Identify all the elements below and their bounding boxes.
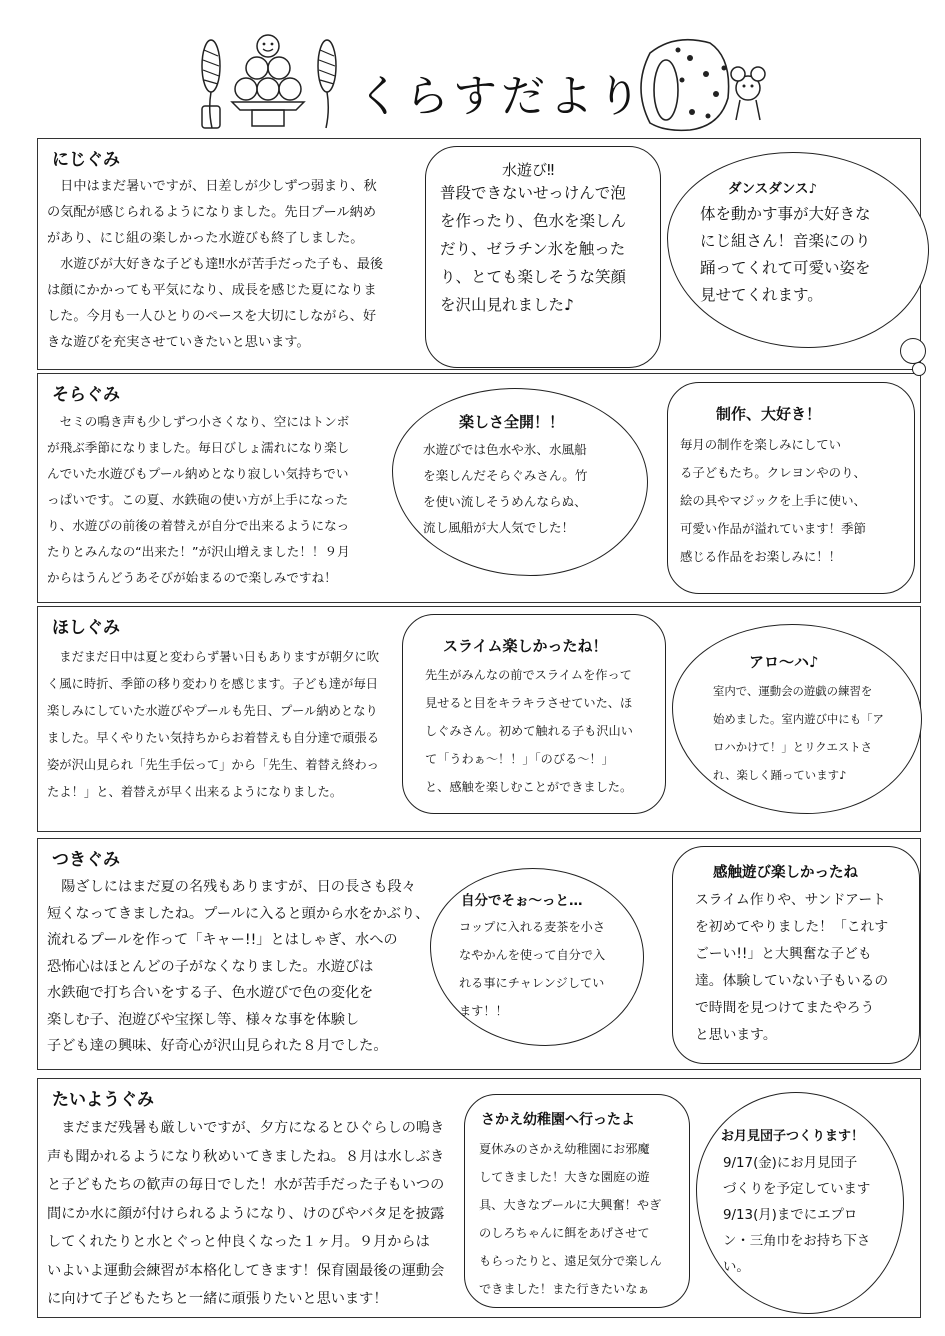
bubble-text: 毎月の制作を楽しみにしてい る子どもたち。クレヨンやのり、 絵の具やマジックを上手に使い、 可愛い作品が溢れています！季節 感じる作品をお楽しみに！！ [680,437,866,564]
bubble-title: 制作、大好き！ [716,405,822,423]
bubble-title: 楽しさ全開！！ [459,413,565,431]
header [0,0,945,135]
section-paragraph: まだまだ残暑も厳しいですが、夕方になるとひぐらしの鳴き 声も聞かれるようになり秋めいてきましたね。８月は水しぶき と子どもたちの歓声の毎日でした！水が苦手だった子もいつの 間にか水に顔が付けられるようになり、けのびやバタ足を披露 してくれたりと水とぐっと仲良くなった１ヶ月。９月からは いよいよ運動会練習が本格化してきます！保育園最後の運動会 に向けて子どもたちと一緒に頑張りたいと思います！ [47,1120,445,1307]
section-paragraph: 陽ざしにはまだ夏の名残もありますが、日の長さも段々 短くなってきましたね。プールに入ると頭から水をかぶり、 流れるプールを作って「キャー!!」とはしゃぎ、水への 恐怖心はほとんどの子がなくなりました。水遊びは 水鉄砲で打ち合いをする子、色水遊びで色の変化を 楽しむ子、泡遊びや宝探し等、様々な事を体験し 子ども達の興味、好奇心が沢山見られた８月でした。 [47,879,430,1054]
section-paragraph: セミの鳴き声も少しずつ小さくなり、空にはトンボ が飛ぶ季節になりました。毎日びしょ濡れになり楽し んでいた水遊びもプール納めとなり寂しい気持ちでい っぱいです。この夏、水鉄砲の使い方が上手になった り、水遊びの前後の着替えが自分で出来るようになっ たりとみんなの“出来た！”が沢山増えました！！９月 からはうんどうあそびが始まるので楽しみですね！ [47,414,350,585]
bubble-text: 室内で、運動会の遊戯の練習を 始めました。室内遊び中にも「ア ロハかけて！」とリクエストさ れ、楽しく踊っています♪ [713,684,884,782]
bubble-title: アロ～ハ♪ [749,653,819,671]
bubble-text: 先生がみんなの前でスライムを作って 見せると目をキラキラさせていた、ほ しぐみさん。初めて触れる子も沢山い て「うわぁ～！！」「のびる～！」 と、感触を楽しむことができました。 [425,668,633,794]
section-title: たいようぐみ [52,1090,154,1110]
bubble-dot [900,338,926,364]
bubble-text: スライム作りや、サンドアート を初めてやりました！「これす ごーい!!」と大興奮な子ども 達。体験していない子もいるの で時間を見つけてまたやろう と思います。 [695,892,889,1043]
bubble-title: 感触遊び楽しかったね [713,865,858,881]
bubble-text: 9/17(金)にお月見団子 づくりを予定しています 9/13(月)までにエプロ ン・三角巾をお持ち下さ い。 [723,1156,871,1275]
page-title: くらすだより [357,71,645,122]
speech-bubble [464,1094,690,1308]
bubble-title: 水遊び‼ [502,161,555,179]
bubble-text: 水遊びでは色水や氷、水風船 を楽しんだそらぐみさん。竹 を使い流しそうめんならぬ、 流し風船が大人気でした！ [423,442,588,535]
bubble-text: 夏休みのさかえ幼稚園にお邪魔 してきました！大きな園庭の遊 具、大きなプールに大興奮！やぎ のしろちゃんに餌をあげさせて もらったりと、遠足気分で楽しん できました！また行きたいなぁ [479,1142,662,1296]
bubble-title: お月見団子つくります！ [721,1129,865,1144]
bubble-text: 体を動かす事が大好きな にじ組さん！音楽にのり 踊ってくれて可愛い姿を 見せてくれます。 [700,205,871,304]
speech-bubble [672,846,920,1064]
cheese-mouse-icon [620,28,770,136]
thought-bubble [696,1092,904,1314]
speech-bubble [402,614,666,814]
bubble-text: 普段できないせっけんで泡 を作ったり、色水を楽しん だり、ゼラチン氷を触った り、とても楽しそうな笑顔 を沢山見れました♪ [440,184,627,314]
speech-bubble [425,146,661,368]
wheat-icon [196,38,226,130]
section-paragraph: 日中はまだ暑いですが、日差しが少しずつ弱まり、秋 の気配が感じられるようになりました。先日プール納め があり、にじ組の楽しかった水遊びも終了しました。 水遊びが大好きな子ども達‼水が苦手だった子も、最後 は顔にかかっても平気になり、成長を感じた夏になりま した。今月も一人ひとりのペースを大切にしながら、好 きな遊びを充実させていきたいと思います。 [47,179,384,350]
speech-bubble [667,382,915,594]
section-title: ほしぐみ [52,618,120,638]
bubble-title: さかえ幼稚園へ行ったよ [481,1112,635,1128]
bubble-title: スライム楽しかったね！ [443,637,608,655]
bubble-title: 自分でそぉ～っと… [461,893,583,909]
bubble-title: ダンスダンス♪ [728,181,818,197]
section-title: にじぐみ [52,150,120,170]
bubble-dot [912,362,926,376]
bubble-text: コップに入れる麦茶を小さ なやかんを使って自分で入 れる事にチャレンジしてい ます！！ [459,920,606,1018]
section-title: つきぐみ [52,850,120,870]
wheat-icon [312,38,342,130]
section-paragraph: まだまだ日中は夏と変わらず暑い日もありますが朝夕に吹 く風に時折、季節の移り変わりを感じます。子ども達が毎日 楽しみにしていた水遊びやプールも先日、プール納めとなり ました。早くやりたい気持ちからお着替えも自分達で頑張る 姿が沢山見られ「先生手伝って」から「先生、着替え終わっ たよ！」と、着替えが早く出来るようになりました。 [47,650,380,799]
dango-icon [228,32,308,130]
section-title: そらぐみ [52,385,120,405]
thought-bubble [430,868,644,1046]
